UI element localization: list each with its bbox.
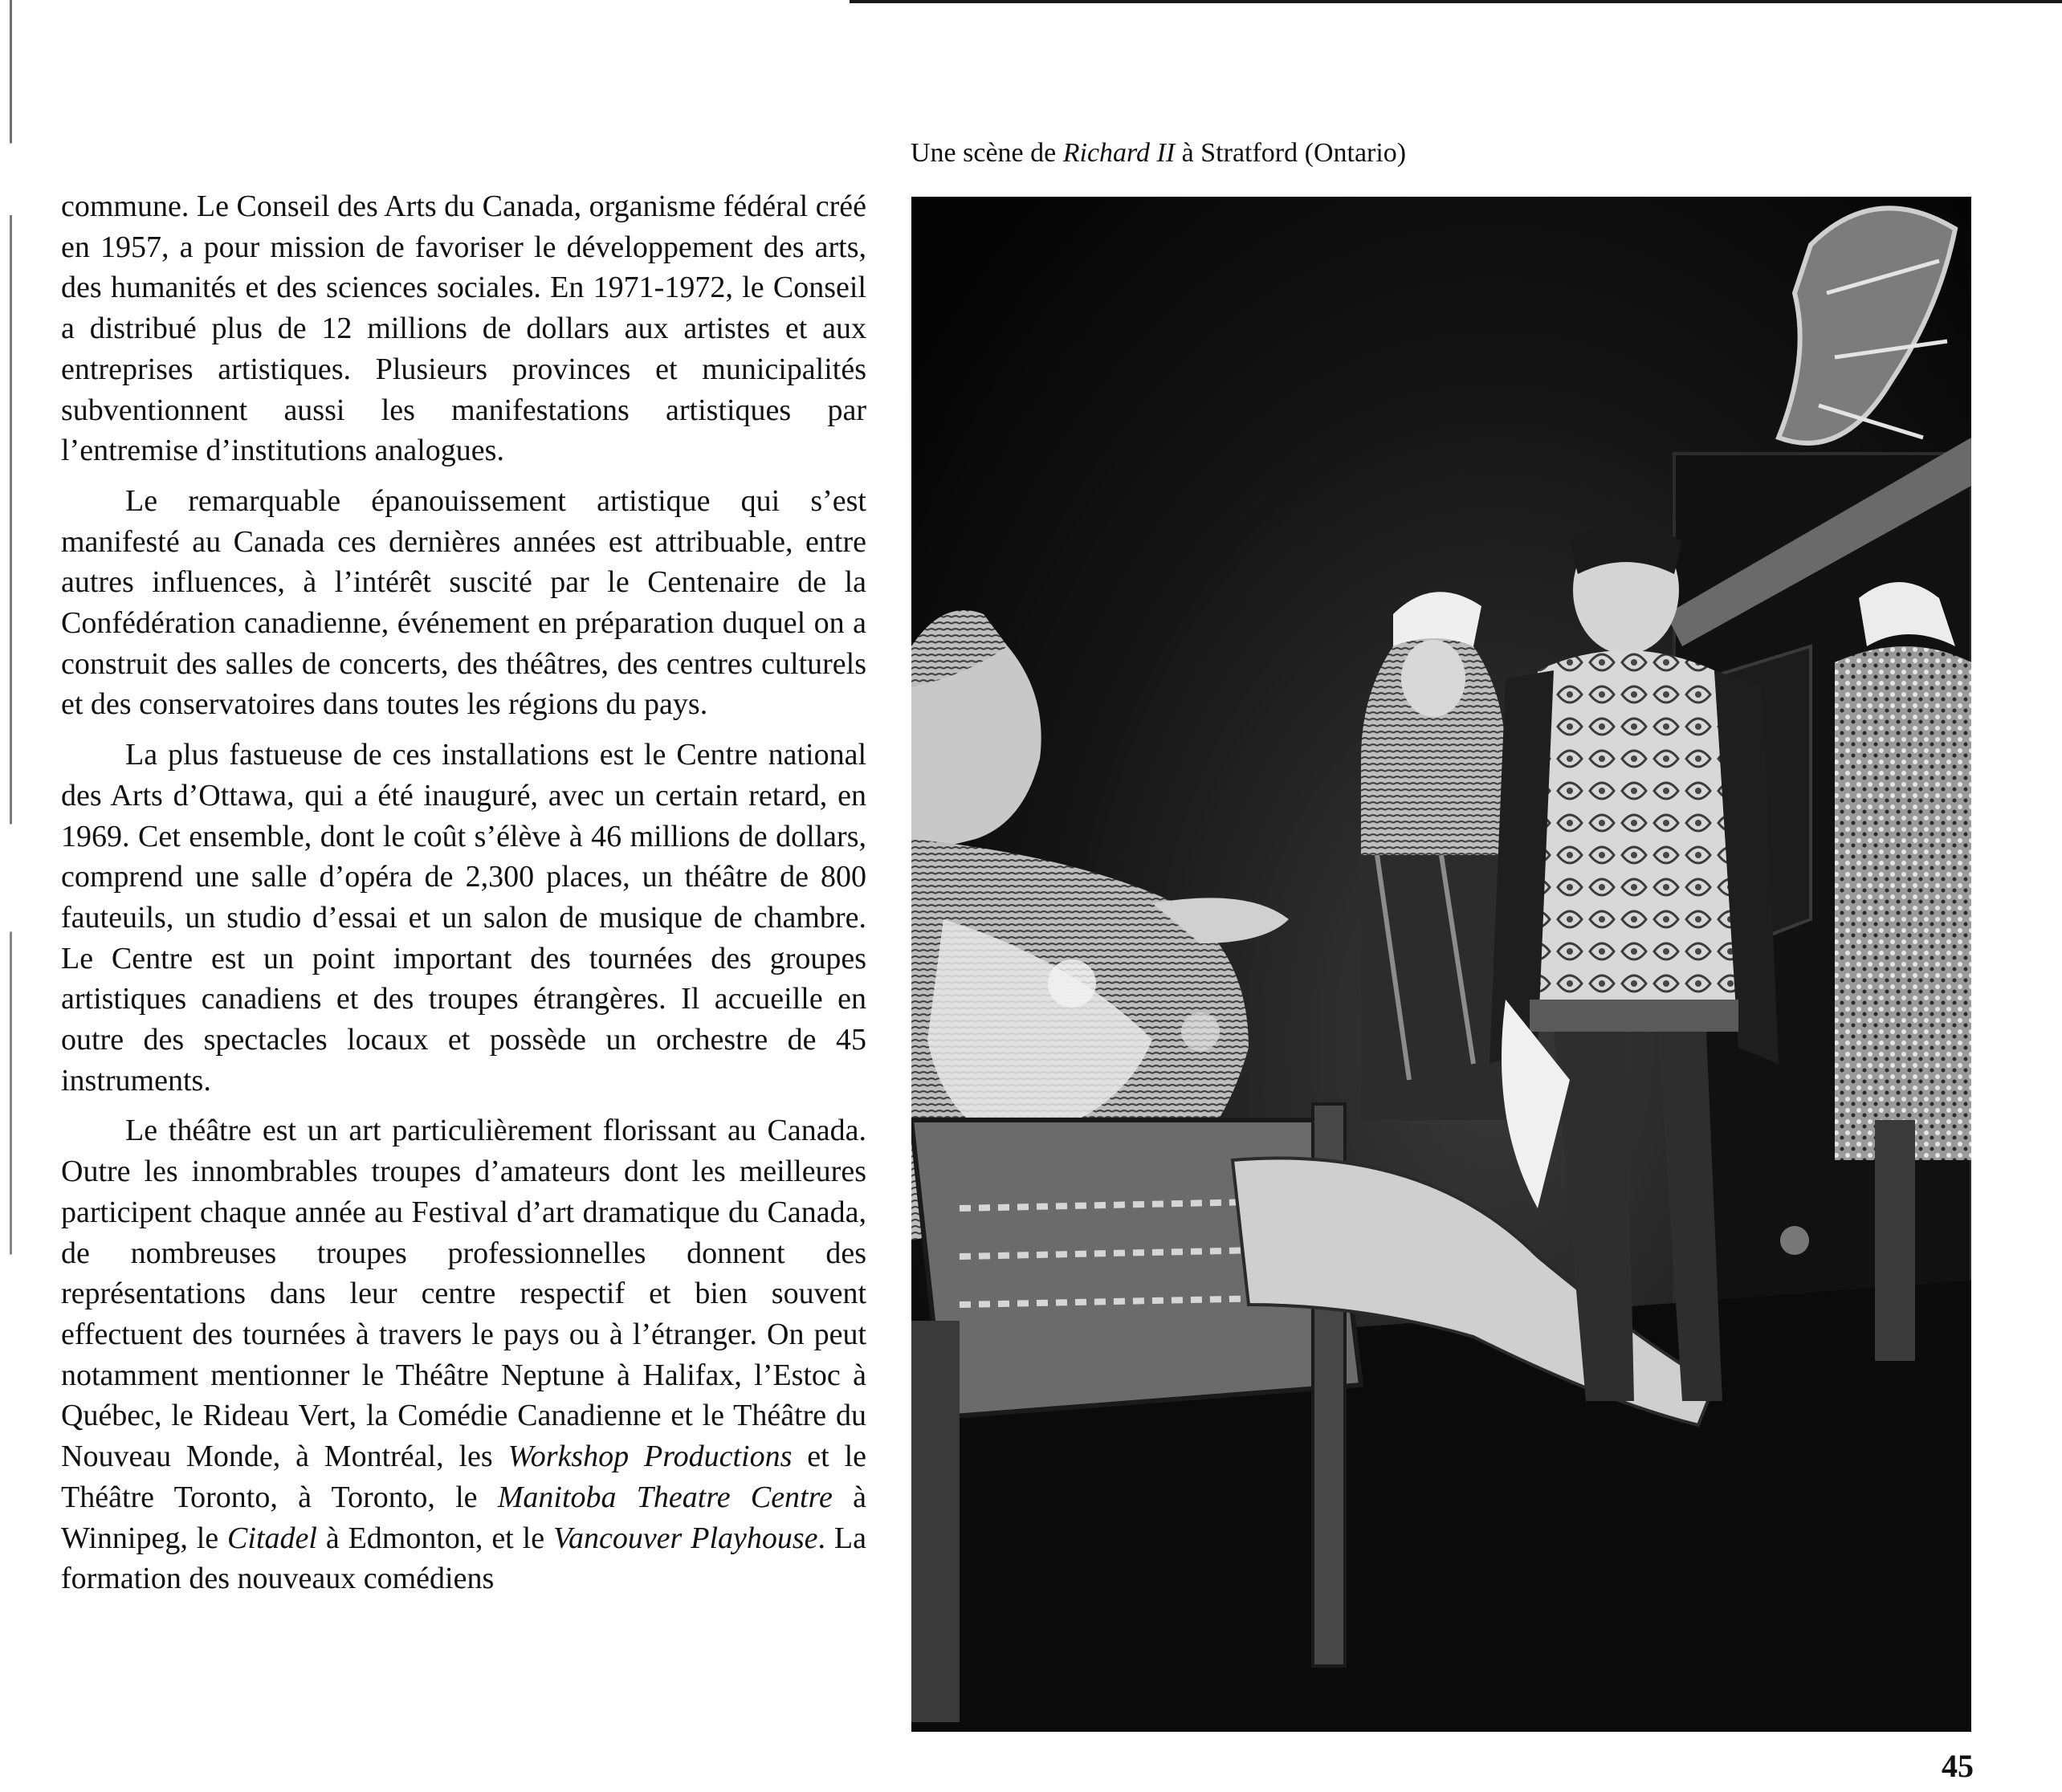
paragraph-1: commune. Le Conseil des Arts du Canada, organisme fédéral créé en 1957, a pour mission de favoriser le développement des arts, des humanités et des sciences sociales. En 1971-1972, le Conseil a distribué plus de 12 millions de dollars aux artistes et aux entreprises artistiques. Plusieurs provinces et municipalités subventionnent aussi les manifestations artistiques par l’entremise d’institutions analogues. [61, 189, 866, 468]
vancouver-playhouse: Vancouver Playhouse [552, 1521, 818, 1555]
photo-caption [911, 137, 1406, 169]
caption-prefix: Une scène de [911, 138, 1063, 168]
paragraph-4-part-3: à Winnipeg, le [61, 1480, 866, 1555]
theatre-scene-illustration [911, 197, 1971, 1732]
workshop-productions: Workshop Productions [507, 1440, 793, 1474]
top-rule [850, 0, 2062, 3]
caption-title: Richard II [1062, 138, 1176, 168]
page-number: 45 [1942, 1748, 1974, 1784]
paragraph-4-part-5: . La formation des nouveaux comédiens [61, 1521, 867, 1596]
paragraph-4-part-2: et le Théâtre Toronto, à Toronto, le [61, 1440, 866, 1514]
paragraph-4-part-4: à Edmonton, et le [316, 1521, 553, 1555]
paragraph-2: Le remarquable épanouissement artistique qui s’est manifesté au Canada ces dernières années est attribuable, entre autres influences, à l’intérêt suscité par le Centenaire de la Confédération canadienne, événement en préparation duquel on a construit des salles de concerts, des théâtres, des centres culturels et des conservatoires dans toutes les régions du pays. [61, 483, 866, 722]
body-text [61, 186, 866, 1609]
paragraph-3: La plus fastueuse de ces installations est le Centre national des Arts d’Ottawa, qui a été inauguré, avec un certain retard, en 1969. Cet ensemble, dont le coût s’élève à 46 millions de dollars, comprend une salle d’opéra de 2,300 places, un théâtre de 800 fauteuils, un studio d’essai et un salon de musique de chambre. Le Centre est un point important des tournées des groupes artistiques canadiens et des troupes étrangères. Il accueille en outre des spectacles locaux et possède un orchestre de 45 instruments. [61, 738, 866, 1098]
theatre-scene-photo [911, 197, 1971, 1732]
citadel: Citadel [227, 1521, 317, 1555]
paragraph-4 [61, 1110, 866, 1599]
paragraph-4-part-1: Le théâtre est un art particulièrement florissant au Canada. Outre les innombrables troupes d’amateurs dont les meilleures participent chaque année au Festival d’art dramatique du Canada, de nombreuses troupes professionnelles donnent des représentations dans leur centre respectif et bien souvent effectuent des tournées à travers le pays ou à l’étranger. On peut notamment mentionner le Théâtre Neptune à Halifax, l’Estoc à Québec, le Rideau Vert, la Comédie Canadienne et le Théâtre du Nouveau Monde, à Montréal, les [61, 1114, 866, 1474]
scan-margin-line [10, 0, 12, 1792]
manitoba-theatre-centre: Manitoba Theatre Centre [497, 1480, 833, 1514]
caption-suffix: à Stratford (Ontario) [1175, 138, 1407, 168]
